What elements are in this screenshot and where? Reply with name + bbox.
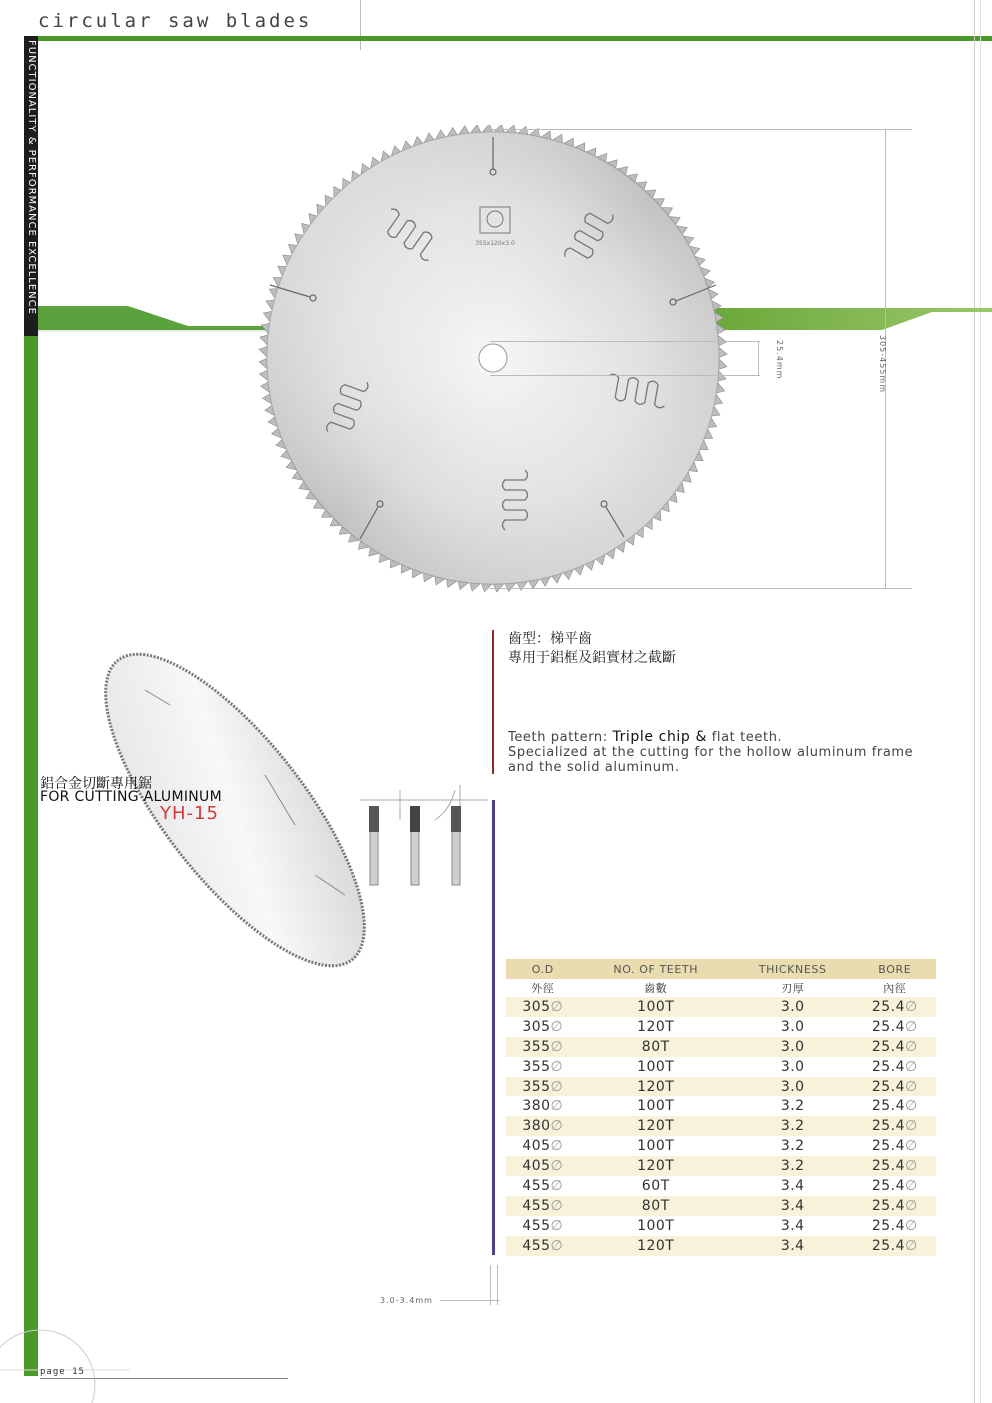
diameter-symbol: ∅ [550,1177,564,1194]
cell-od: 305∅ [522,1018,564,1035]
diameter-symbol: ∅ [550,1078,564,1095]
product-name-en: FOR CUTTING ALUMINUM [40,789,222,805]
col-header-bore: BORE [854,959,936,979]
dim-bore-top [490,341,760,342]
table-row [506,1057,936,1077]
vertical-tagline: FUNCTIONALITY & PERFORMANCE EXCELLENCE [26,40,37,315]
header-green-rule [38,36,992,41]
product-name-zh: 鋁合金切斷專用鋸 [40,776,152,792]
cell-thickness: 3.0 [780,1018,805,1035]
cell-teeth: 100T [580,997,732,1017]
cell-od: 355∅ [522,1058,564,1075]
dim-bottom [490,588,912,589]
right-guide-line-2 [980,0,981,1403]
teeth-pattern-label: Teeth pattern: [508,730,608,745]
cell-teeth: 100T [637,1138,675,1155]
spec-table [506,959,936,1256]
page-title: circular saw blades [38,10,313,32]
thickness-guide-h [440,1300,500,1301]
saw-blade-angled-image [85,645,385,980]
cell-od: 405∅ [506,1156,580,1176]
col-header-thickness-zh: 刃厚 [781,982,805,995]
left-stripe [38,300,278,332]
col-header-od: O.D [506,959,580,979]
diameter-dimension: 305-455mm [878,335,887,394]
cell-thickness: 3.2 [732,1116,854,1136]
diameter-symbol: ∅ [905,1098,918,1115]
cell-teeth: 80T [580,1196,732,1216]
table-row [506,1236,936,1256]
thickness-guide-2 [497,1265,498,1305]
cell-bore: 25.4∅ [871,1098,918,1115]
diameter-symbol: ∅ [905,1197,918,1214]
cell-bore: 25.4∅ [854,1156,936,1176]
cell-thickness: 3.2 [732,1156,854,1176]
cell-od: 455∅ [522,1177,564,1194]
cell-bore: 25.4∅ [871,1138,918,1155]
cell-teeth: 100T [637,1058,675,1075]
cell-thickness: 3.4 [732,1196,854,1216]
table-row [506,1196,936,1216]
cell-bore: 25.4∅ [871,1217,918,1234]
cell-bore: 25.4∅ [871,1058,918,1075]
cell-od: 355∅ [506,1077,580,1097]
cell-teeth: 80T [580,1037,732,1057]
cell-od: 455∅ [506,1236,580,1256]
diameter-symbol: ∅ [905,1058,918,1075]
cell-bore: 25.4∅ [854,1236,936,1256]
cell-bore: 25.4∅ [871,1177,918,1194]
cell-teeth: 120T [580,1236,732,1256]
cell-bore: 25.4∅ [854,1116,936,1136]
teeth-pattern-suffix: flat teeth. [711,730,783,745]
usage-zh: 專用于鋁框及鋁實材之截斷 [508,650,676,666]
cell-thickness: 3.4 [780,1177,805,1194]
usage-en: Specialized at the cutting for the hollow aluminum frame and the solid aluminum. [508,745,914,775]
cell-od: 305∅ [506,997,580,1017]
diameter-symbol: ∅ [550,1158,564,1175]
cell-thickness: 3.2 [780,1098,805,1115]
diameter-symbol: ∅ [905,1138,918,1155]
cell-thickness: 3.0 [732,997,854,1017]
cell-od: 380∅ [522,1098,564,1115]
table-row [506,1017,936,1037]
diameter-symbol: ∅ [905,1078,918,1095]
table-row [506,1136,936,1156]
diameter-symbol: ∅ [550,1237,564,1254]
diameter-symbol: ∅ [905,1237,918,1254]
footer-rule [40,1378,288,1379]
diameter-symbol: ∅ [905,998,918,1015]
col-header-thickness: THICKNESS [732,959,854,979]
diameter-symbol: ∅ [905,1018,918,1035]
description-zh [508,630,676,668]
diameter-symbol: ∅ [905,1217,918,1234]
diameter-symbol: ∅ [550,1038,564,1055]
diameter-symbol: ∅ [550,1058,564,1075]
diameter-symbol: ∅ [550,1018,564,1035]
right-guide-line [974,0,975,1403]
cell-teeth: 60T [641,1177,670,1194]
dim-bore-bottom [490,375,760,376]
description-en [508,730,928,775]
dim-top [490,129,912,130]
table-header-zh [506,979,936,997]
cell-od: 355∅ [506,1037,580,1057]
table-header-en [506,959,936,979]
cell-teeth: 100T [637,1217,675,1234]
page-number: page 15 [40,1367,85,1377]
cell-teeth: 120T [580,1077,732,1097]
cell-teeth: 100T [637,1098,675,1115]
cell-bore: 25.4∅ [871,1018,918,1035]
diameter-symbol: ∅ [550,1118,564,1135]
saw-blade-image [250,125,740,595]
cell-od: 405∅ [522,1138,564,1155]
cell-teeth: 120T [580,1156,732,1176]
diameter-symbol: ∅ [550,1098,564,1115]
tooth-profile-diagram [360,780,490,890]
diameter-symbol: ∅ [550,1138,564,1155]
col-header-od-zh: 外徑 [531,982,555,995]
table-row [506,1116,936,1136]
table-row [506,1176,936,1196]
diameter-symbol: ∅ [905,1118,918,1135]
cell-od: 380∅ [506,1116,580,1136]
diameter-symbol: ∅ [905,1038,918,1055]
diameter-symbol: ∅ [550,998,564,1015]
diameter-symbol: ∅ [550,1217,564,1234]
diameter-symbol: ∅ [905,1177,918,1194]
cell-bore: 25.4∅ [854,1196,936,1216]
cell-bore: 25.4∅ [854,1037,936,1057]
diameter-symbol: ∅ [550,1197,564,1214]
diameter-symbol: ∅ [905,1158,918,1175]
cell-thickness: 3.4 [780,1217,805,1234]
thickness-range: 3.0-3.4mm [380,1296,433,1305]
cell-bore: 25.4∅ [854,1077,936,1097]
table-row [506,1077,936,1097]
cell-od: 455∅ [506,1196,580,1216]
thickness-guide [490,1265,491,1305]
cell-thickness: 3.4 [732,1236,854,1256]
thickness-edge-bar [492,800,495,1255]
cell-thickness: 3.0 [732,1037,854,1057]
cell-thickness: 3.0 [780,1058,805,1075]
col-header-teeth-zh: 齒數 [644,982,668,995]
blade-marking: 355x120x3.0 [475,240,515,247]
cell-thickness: 3.0 [732,1077,854,1097]
table-row [506,1216,936,1236]
cell-teeth: 120T [580,1116,732,1136]
footer-circle-decoration [0,1315,130,1403]
table-row [506,997,936,1017]
product-model: YH-15 [160,803,219,824]
tooth-type-zh: 齒型：梯平齒 [508,631,592,647]
table-row [506,1156,936,1176]
table-row [506,1096,936,1116]
bore-dimension: 25.4mm [775,340,784,380]
dim-bore-line [758,341,759,376]
cell-od: 455∅ [522,1217,564,1234]
col-header-teeth: NO. OF TEETH [580,959,732,979]
cell-teeth: 120T [637,1018,675,1035]
header-separator [360,0,361,50]
description-accent-bar [492,630,494,774]
cell-bore: 25.4∅ [854,997,936,1017]
cell-thickness: 3.2 [780,1138,805,1155]
teeth-pattern-value: Triple chip & [612,729,707,745]
right-stripe [712,300,992,332]
col-header-bore-zh: 內徑 [883,982,907,995]
table-row [506,1037,936,1057]
